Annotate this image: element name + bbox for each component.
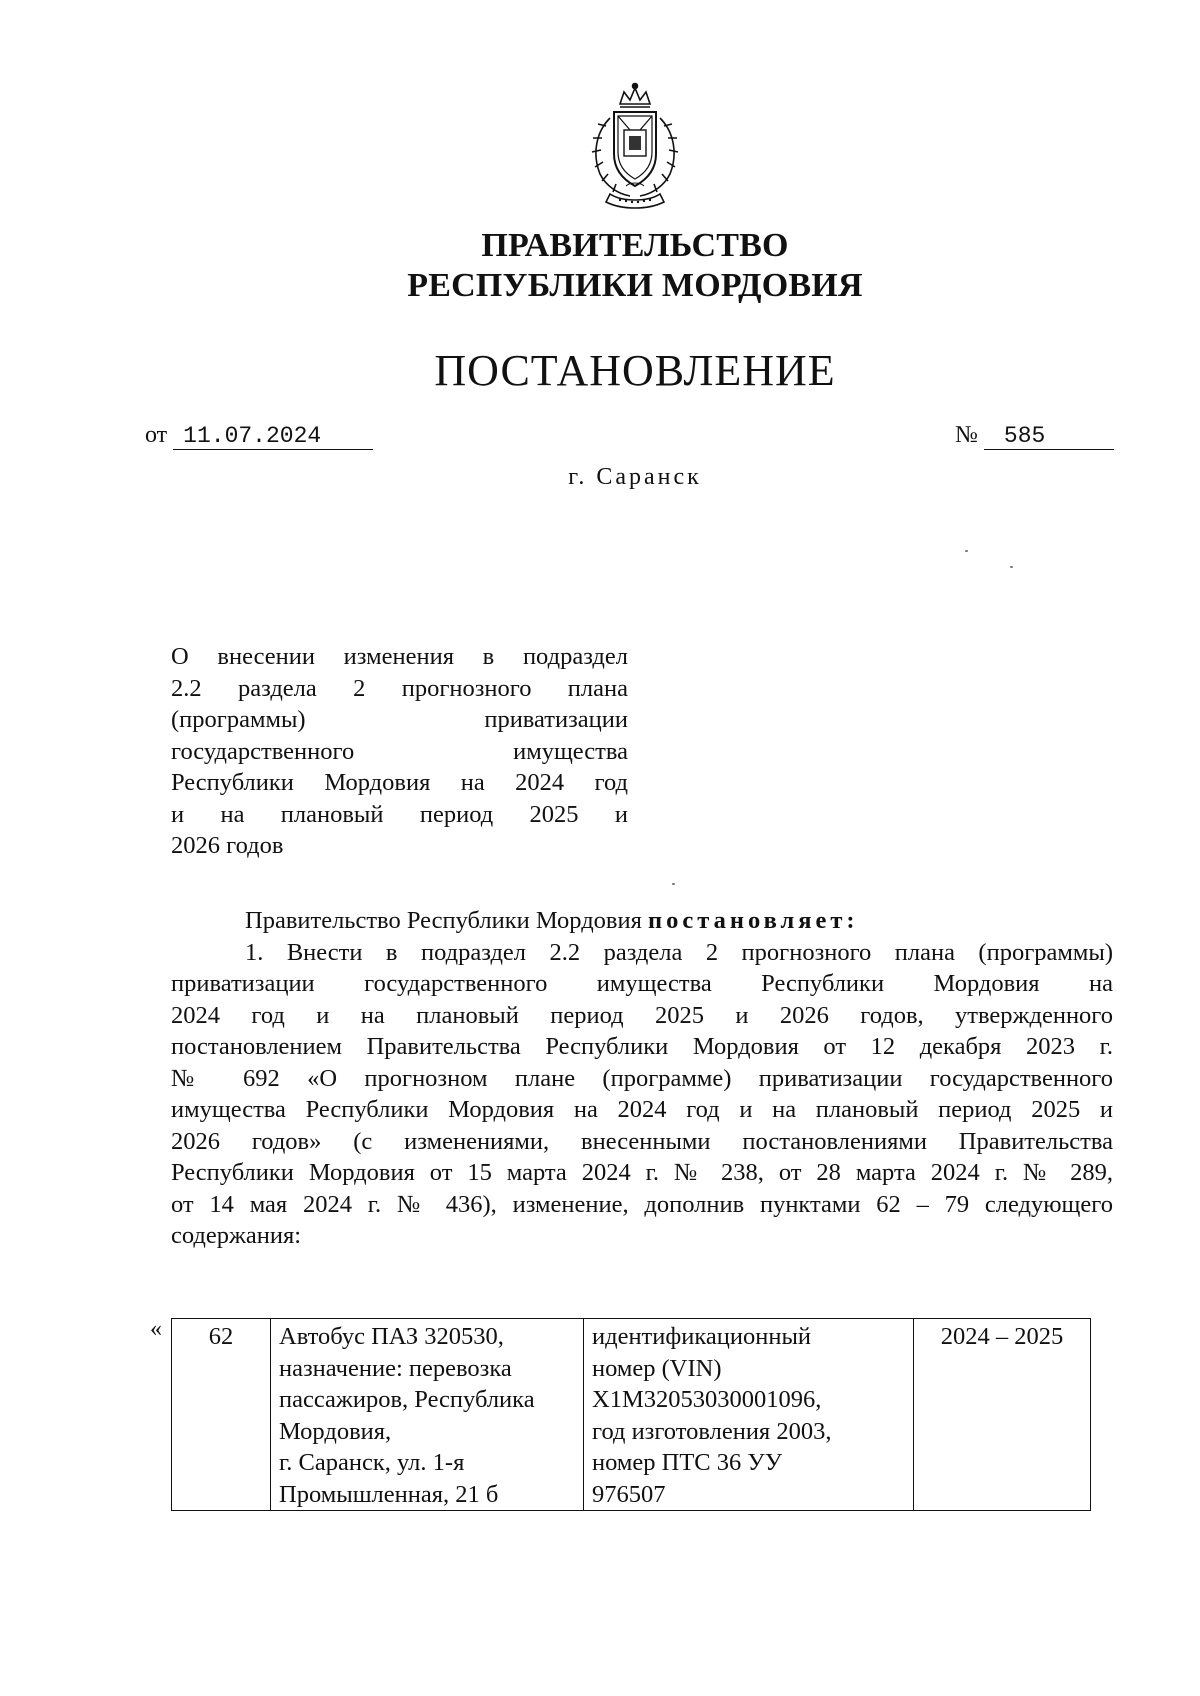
- item-name-line: Автобус ПАЗ 320530,: [279, 1323, 504, 1350]
- body-intro-line: [171, 905, 1113, 937]
- body-line: 2024 год и на плановый период 2025 и 2026 годов, утвержденного: [171, 1001, 1113, 1029]
- subject-line: 2026 годов: [171, 832, 284, 859]
- table-row: [172, 1319, 1091, 1511]
- body-line: постановлением Правительства Республики Мордовия от 12 декабря 2023 г.: [171, 1033, 1113, 1060]
- item-desc-line: 976507: [592, 1480, 666, 1508]
- item-desc-line: номер (VIN): [592, 1354, 722, 1382]
- subject-line: 2.2 раздела 2 прогнозного плана: [171, 674, 628, 702]
- item-desc-line: год изготовления 2003,: [592, 1417, 832, 1445]
- item-desc-line: идентификационный: [592, 1323, 812, 1350]
- body-line: приватизации государственного имущества Республики Мордовия на: [171, 970, 1113, 997]
- document-number: [955, 420, 1114, 450]
- body-line: № 692 «О прогнозном плане (программе) приватизации государственного: [171, 1064, 1113, 1092]
- item-number-cell: 62: [172, 1319, 271, 1511]
- body-line: от 14 мая 2024 г. № 436), изменение, дополнив пунктами 62 – 79 следующего: [171, 1190, 1113, 1218]
- city-name: г. Саранск: [568, 464, 702, 490]
- item-name-line: Мордовия,: [279, 1417, 392, 1445]
- number-prefix: №: [955, 422, 978, 448]
- document-date: [145, 420, 373, 450]
- scan-speck: [672, 883, 675, 885]
- authority-name-line2: РЕСПУБЛИКИ МОРДОВИЯ: [407, 267, 863, 304]
- item-name-line: Промышленная, 21 б: [279, 1480, 499, 1508]
- document-type-title: ПОСТАНОВЛЕНИЕ: [434, 346, 836, 395]
- scan-speck: [1010, 566, 1013, 568]
- item-name-line: г. Саранск, ул. 1-я: [279, 1449, 465, 1476]
- document-subject: [171, 641, 628, 862]
- item-name-line: назначение: перевозка: [279, 1354, 512, 1382]
- item-desc-line: номер ПТС 36 УУ: [592, 1449, 783, 1476]
- item-desc-line: X1M32053030001096,: [592, 1386, 822, 1413]
- coat-of-arms-icon: [580, 82, 690, 210]
- number-value: 585: [984, 423, 1114, 450]
- subject-line: государственного имущества: [171, 737, 628, 765]
- privatization-items-table: [171, 1318, 1091, 1511]
- document-body: [171, 905, 1113, 1252]
- body-intro-keyword: постановляет:: [648, 907, 859, 934]
- table-open-quote: «: [150, 1316, 162, 1342]
- subject-line: Республики Мордовия на 2024 год: [171, 769, 628, 796]
- item-period-cell: 2024 – 2025: [914, 1319, 1091, 1511]
- item-name-cell: [271, 1319, 584, 1511]
- date-value: 11.07.2024: [173, 423, 373, 450]
- body-line: 2026 годов» (с изменениями, внесенными постановлениями Правительства: [171, 1127, 1113, 1155]
- date-prefix: от: [145, 422, 168, 448]
- item-name-line: пассажиров, Республика: [279, 1386, 535, 1413]
- subject-line: (программы) приватизации: [171, 706, 628, 733]
- body-line: 1. Внести в подраздел 2.2 раздела 2 прогнозного плана (программы): [245, 938, 1113, 966]
- item-description-cell: [584, 1319, 914, 1511]
- body-line: содержания:: [171, 1222, 302, 1249]
- body-line: Республики Мордовия от 15 марта 2024 г. № 238, от 28 марта 2024 г. № 289,: [171, 1159, 1113, 1186]
- authority-name-line1: ПРАВИТЕЛЬСТВО: [481, 227, 789, 264]
- subject-line: и на плановый период 2025 и: [171, 800, 628, 828]
- body-line: имущества Республики Мордовия на 2024 год и на плановый период 2025 и: [171, 1096, 1113, 1123]
- subject-line: О внесении изменения в подраздел: [171, 643, 628, 670]
- body-intro: Правительство Республики Мордовия: [245, 907, 642, 934]
- scan-speck: [965, 550, 968, 552]
